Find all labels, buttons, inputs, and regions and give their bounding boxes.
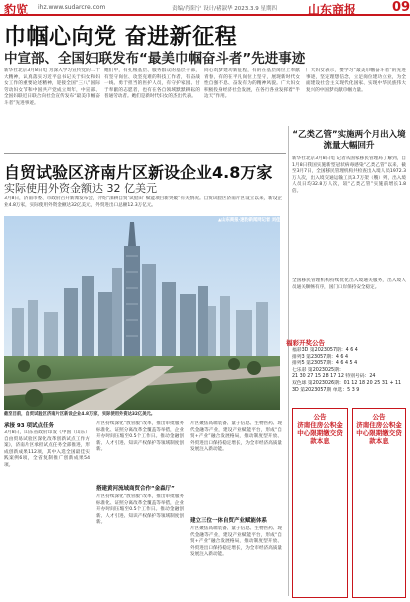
- story-intro: 3月8日，济南市委、市政府召开新闻发布会，介绍“深耕自贸‘试验田’ 赋能项目新突破”有关情况。自贸试验区济南片区设立以来，新设企业4.8万家，实际使用外资金额达32亿美元，外贸进出口总额12.3万亿元。: [4, 196, 282, 208]
- city-skyline-image: [4, 216, 285, 410]
- story-col-2b: 片区持续深化“放管服”改革，推出审批服务标准化、证照分离改革全覆盖等举措，企业开办时间压缩至0.5个工作日。推动金融创新、人才引进、知识产权保护等领域制度创新。: [96, 494, 184, 526]
- lead-col-1: 新华社北京3月8日电 为深入学习宣传党的二十大精神，认真落实习近平总书记关于妇女和妇女工作的重要论述精神，迎接全国“三八”国际劳动妇女节和中国共产党成立周年，中宣部、全国妇联近日联合向社会宣传发布“最美巾帼奋斗者”先进事迹。: [4, 68, 100, 106]
- lottery-line: 排列5 第23057期：4 6 4 5 4: [292, 361, 358, 367]
- notice-box-2: [352, 408, 406, 598]
- lottery-line: 七乐彩 第2023025期：: [292, 367, 344, 373]
- column-label: 豹览: [4, 3, 29, 17]
- notice-body: 济南住房公积金中心限期缴交贷款本息: [297, 421, 343, 445]
- lottery-line: 3D 第2023057期 单选：5 3 9: [292, 387, 360, 393]
- section-head-2: 搭建黄河流域商贸合作“金森厅”: [96, 486, 175, 492]
- skyline-photo: [4, 216, 285, 410]
- story-subheadline: 实际使用外资金额达 32 亿美元: [4, 182, 157, 195]
- section-head-3: 建立三位一体自贸产业赋能体系: [190, 518, 268, 524]
- photo-caption: 截至目前，自贸试验区济南片区新设企业4.8万家，实际使用外资达32亿美元。: [4, 412, 156, 417]
- story-col-3b: 片区聚焦高端装备、量子信息、生物医药、现代金融等产业，建设产业赋能平台，形成“自贸+产业”融合发展格局，推动制度型开放、外贸进出口保持稳定增长，为全市经济高质量发展注入新动能。: [190, 526, 282, 558]
- section-head-1: 承接 93 项试点任务: [4, 423, 54, 429]
- story-col-1: 3月8日，山东省政府印发《中国（山东）自由贸易试验区深化改革创新试点工作方案》，济南片区承担试点任务全部推进，形成创新成果112项，其中入选全国最佳实践案例6项，全省复制推广创新成果54项。: [4, 430, 90, 468]
- notice-title: 公告: [372, 413, 386, 421]
- lottery-results: [292, 348, 406, 394]
- lead-col-3: 同心筑梦建功新征程，有的在基层岗位上奉献青春，有的在平凡岗位上坚守，展现新时代女性自强不息、奋发有为的精神风貌。广大妇女积极投身经济社会发展，在各行各业发挥着“半边天”作用。: [204, 68, 300, 100]
- feature-body: 新华社北京3月8日电 记者从国家移民管理局了解到，自1月8日我国实施新型冠状病毒感染“乙类乙管”以来，截至3月7日，全国移民管理机构共检查出入境人员1972.3万人次，出入境交通运输工具3.7万架（艘）列，出入境人员日均32.8万人次，较“乙类乙管”实施前增长1.8倍。: [292, 156, 406, 194]
- site-address: ihz.www.sudarcre.com: [38, 4, 106, 11]
- photo-credit: ▲山东商报·速豹新闻网记者 刘佳宁: [218, 218, 285, 223]
- lottery-line: 双色球 第2023026期：01 12 18 20 25 31 + 11: [292, 380, 402, 386]
- feature-headline: “乙类乙管”实施两个月出入境流量大幅回升: [292, 130, 406, 151]
- editor-meta: 责编/肖阳宁 设计/褚淑华 2023.3.9 星期四: [172, 6, 277, 12]
- lead-col-4: 广大妇女表示，要学习“最美巾帼奋斗者”的先进事迹，坚定理想信念，立足岗位建功立业，为全面建设社会主义现代化国家、实现中华民族伟大复兴的中国梦贡献巾帼力量。: [306, 68, 406, 93]
- column-divider: [288, 126, 289, 596]
- notice-box-1: [292, 408, 348, 598]
- page-number: 09: [392, 0, 410, 15]
- notice-body: 济南住房公积金中心限期缴交贷款本息: [356, 421, 402, 445]
- lottery-title: 福彩开奖公告: [286, 339, 325, 347]
- lottery-line: 21 30 27 15 28 17 12 特别号码：24: [292, 374, 376, 380]
- lottery-line: 福彩3D 第2023057期：4 6 4: [292, 348, 358, 353]
- notice-title: 公告: [313, 413, 327, 421]
- lottery-line: 排列3 第23057期：4 6 4: [292, 354, 349, 360]
- lead-headline: 巾帼心向党 奋进新征程: [4, 24, 238, 50]
- divider: [4, 153, 286, 154]
- lead-col-2: 她们中，有扎根基层、服务群众的基层干部，有坚守岗位、攻坚克难的科技工作者，有奋战一线、勇于担当的医护人员，有守护家园、甘于奉献的志愿者，也有在各自领域默默耕耘的普通劳动者。她们是新时代妇女的杰出代表。: [104, 68, 200, 100]
- feature-body-2: 全国移民管理机构持续优化出入境通关服务，出入境人员通关顺畅有序，国门口岸保持安全稳定。: [292, 278, 406, 290]
- story-headline: 自贸试验区济南片区新设企业4.8万家: [4, 163, 273, 182]
- lead-subheadline: 中宣部、全国妇联发布“最美巾帼奋斗者”先进事迹: [4, 51, 306, 67]
- story-col-3a: 片区聚焦高端装备、量子信息、生物医药、现代金融等产业，建设产业赋能平台，形成“自贸+产业”融合发展格局，推动制度型开放、外贸进出口保持稳定增长，为全市经济高质量发展注入新动能。: [190, 421, 282, 453]
- story-col-2a: 片区持续深化“放管服”改革，推出审批服务标准化、证照分离改革全覆盖等举措，企业开办时间压缩至0.5个工作日。推动金融创新、人才引进、知识产权保护等领域制度创新。: [96, 421, 184, 453]
- paper-name: 山东商报: [308, 3, 357, 17]
